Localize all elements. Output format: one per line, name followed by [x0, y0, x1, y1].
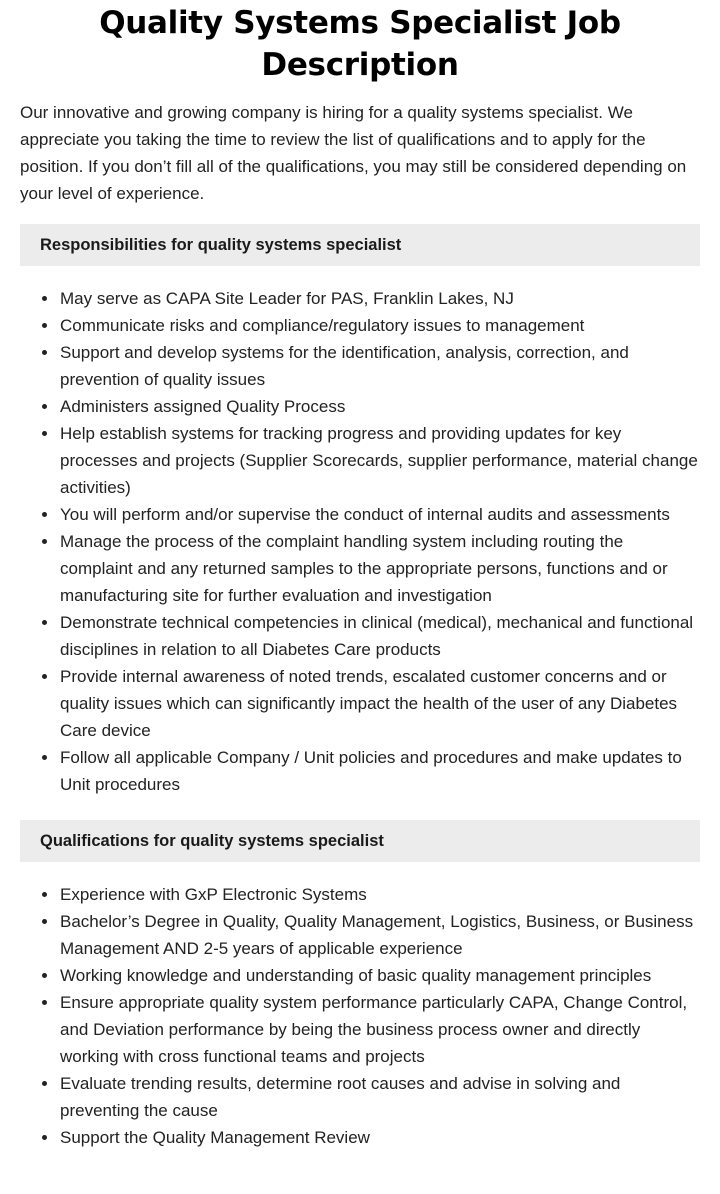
- list-item: Evaluate trending results, determine root causes and advise in solving and preventing the cause: [60, 1070, 700, 1124]
- list-item: Administers assigned Quality Process: [60, 393, 700, 420]
- list-item: May serve as CAPA Site Leader for PAS, Franklin Lakes, NJ: [60, 285, 700, 312]
- list-item: Communicate risks and compliance/regulatory issues to management: [60, 312, 700, 339]
- list-item: Experience with GxP Electronic Systems: [60, 881, 700, 908]
- list-item: Ensure appropriate quality system performance particularly CAPA, Change Control, and Deviation performance by being the business process owner and directly working with cross functional teams and projects: [60, 989, 700, 1070]
- list-item: Support and develop systems for the identification, analysis, correction, and prevention of quality issues: [60, 339, 700, 393]
- qualifications-heading: Qualifications for quality systems specialist: [20, 820, 700, 862]
- responsibilities-heading: Responsibilities for quality systems specialist: [20, 224, 700, 266]
- list-item: You will perform and/or supervise the conduct of internal audits and assessments: [60, 501, 700, 528]
- page: [0, 2, 720, 1151]
- list-item: Manage the process of the complaint handling system including routing the complaint and any returned samples to the appropriate persons, functions and or manufacturing site for further evaluation and investigation: [60, 528, 700, 609]
- list-item: Working knowledge and understanding of basic quality management principles: [60, 962, 700, 989]
- list-item: Help establish systems for tracking progress and providing updates for key processes and projects (Supplier Scorecards, supplier performance, material change activities): [60, 420, 700, 501]
- list-item: Follow all applicable Company / Unit policies and procedures and make updates to Unit procedures: [60, 744, 700, 798]
- page-title: Quality Systems Specialist Job Description: [99, 5, 621, 83]
- list-item: Provide internal awareness of noted trends, escalated customer concerns and or quality issues which can significantly impact the health of the user of any Diabetes Care device: [60, 663, 700, 744]
- responsibilities-list: [20, 285, 700, 798]
- qualifications-list: [20, 881, 700, 1151]
- intro-paragraph: Our innovative and growing company is hiring for a quality systems specialist. We appreciate you taking the time to review the list of qualifications and to apply for the position. If you don’t fill all of the qualifications, you may still be considered depending on your level of experience.: [20, 103, 687, 203]
- list-item: Support the Quality Management Review: [60, 1124, 700, 1151]
- list-item: Demonstrate technical competencies in clinical (medical), mechanical and functional disciplines in relation to all Diabetes Care products: [60, 609, 700, 663]
- list-item: Bachelor’s Degree in Quality, Quality Management, Logistics, Business, or Business Management AND 2-5 years of applicable experience: [60, 908, 700, 962]
